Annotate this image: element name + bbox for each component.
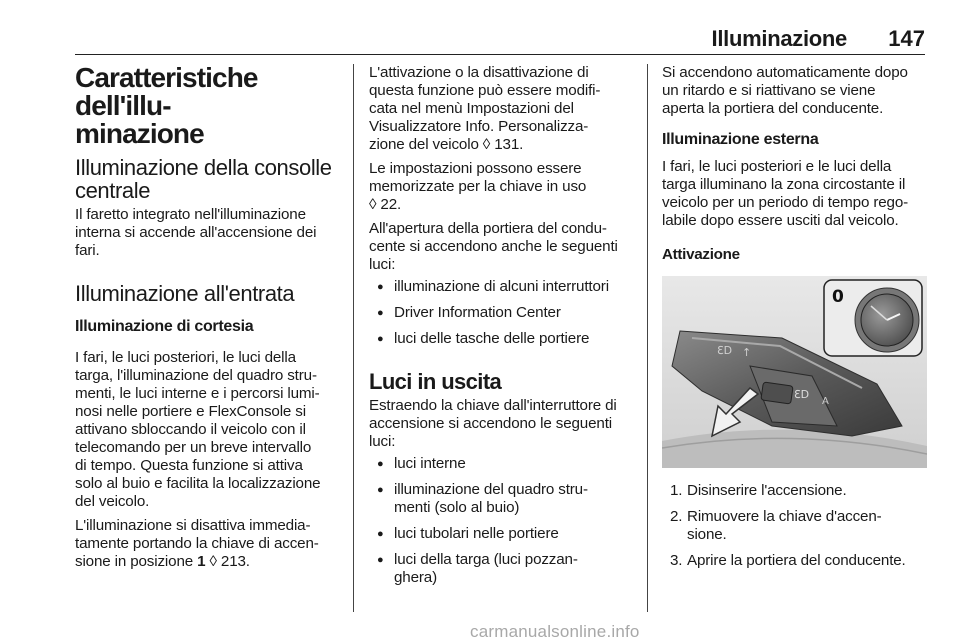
list-item [369,455,634,473]
text-line: labile dopo essere usciti dal veicolo. [662,212,899,229]
page-reference-link[interactable]: zione del veicolo ◊ 131. [369,136,524,153]
step-text: Rimuovere la chiave d'accen- sione. [687,508,882,543]
step-item [662,552,927,570]
svg-text:ℇD: ℇD [717,344,732,357]
settings-text [369,64,634,154]
step-number: 3. [670,552,683,569]
exit-lighting-heading: Luci in uscita [369,369,502,394]
text-line: cata nel menù Impostazioni del [369,100,574,117]
key-position: 1 [197,553,206,570]
deactivation-text [75,517,340,571]
svg-text:↑: ↑ [742,346,752,359]
text-line: L'illuminazione si disattiva immedia- [75,517,311,534]
exterior-lighting-heading: Illuminazione esterna [662,131,819,148]
step-item [662,482,927,500]
exit-lighting-text [369,397,634,451]
console-lighting-heading [75,156,340,202]
memory-text [369,160,634,214]
text-line: Il faretto integrato nell'illuminazione [75,206,306,223]
text-line: All'apertura della portiera del condu- [369,220,607,237]
page-number: 147 [888,26,925,51]
step-text: Aprire la portiera del conducente. [687,552,906,569]
list-item-text: luci tubolari nelle portiere [394,525,559,542]
activation-steps [662,482,927,570]
text-line: memorizzate per la chiave in uso [369,178,587,195]
column-3 [662,64,927,570]
text-line: L'attivazione o la disattivazione di [369,64,589,81]
entry-lighting-heading: Illuminazione all'entrata [75,281,295,306]
text-line: targa illuminano la zona circostante il [662,176,906,193]
list-item-text: illuminazione del quadro stru- menti (solo al buio) [394,481,588,516]
auto-on-text [662,64,927,118]
chapter-heading [75,64,340,148]
column-2 [369,64,634,587]
list-item-text: luci della targa (luci pozzan- ghera) [394,551,578,586]
text-line: luci: [369,256,396,273]
text-line: telecomando per un breve intervallo [75,439,312,456]
text-line: solo al buio e facilita la localizzazione [75,475,321,492]
section-title: Illuminazione [711,26,847,51]
page-reference-link[interactable]: ◊ 22. [369,196,402,213]
step-number: 1. [670,482,683,499]
switch-position-label: 0 [832,287,844,307]
text-line: menti, le luci interne e i percorsi lumi- [75,385,320,402]
text-line: interna si accende all'accensione dei [75,224,317,241]
text-line: luci: [369,433,396,450]
text-line: accensione si accendono le seguenti [369,415,612,432]
chapter-heading-line-2: minazione [75,118,204,149]
page-reference-link[interactable]: ◊ 213. [205,553,250,570]
page-header [75,26,925,56]
text-line: Le impostazioni possono essere [369,160,582,177]
header-divider [75,54,925,55]
text-line: Visualizzatore Info. Personalizza- [369,118,589,135]
text-line: di tempo. Questa funzione si attiva [75,457,303,474]
text-line: sione in posizione [75,553,198,570]
list-item [369,525,634,543]
svg-text:A: A [822,396,829,407]
list-item [369,481,634,517]
text-line: aperta la portiera del conducente. [662,100,884,117]
text-line: nosi nelle portiere e FlexConsole si [75,403,306,420]
door-open-text [369,220,634,274]
console-lighting-heading-line-1: Illuminazione della consolle [75,155,332,180]
step-text: Disinserire l'accensione. [687,482,847,499]
text-line: I fari, le luci posteriori e le luci della [662,158,892,175]
activation-heading: Attivazione [662,246,740,263]
text-line: del veicolo. [75,493,150,510]
text-line: attivano sbloccando il veicolo con il [75,421,306,438]
chapter-heading-line-1: Caratteristiche dell'illu- [75,62,258,121]
text-line: I fari, le luci posteriori, le luci della [75,349,296,366]
door-open-lights-list [369,278,634,348]
list-item: ● illuminazione di alcuni interruttori [369,278,634,296]
text-line: Si accendono automaticamente dopo [662,64,908,81]
text-line: un ritardo e si riattivano se viene [662,82,876,99]
list-item-text: luci interne [394,455,466,472]
svg-text:ℇD: ℇD [794,388,809,401]
exterior-lighting-text [662,158,927,230]
column-divider-1 [353,64,354,612]
column-divider-2 [647,64,648,612]
step-item [662,508,927,544]
console-lighting-text [75,206,340,260]
light-switch-illustration [662,276,927,468]
list-item: ● luci delle tasche delle portiere [369,330,634,348]
list-item [369,551,634,587]
text-line: questa funzione può essere modifi- [369,82,601,99]
exit-lights-list [369,455,634,587]
text-line: veicolo per un periodo di tempo rego- [662,194,909,211]
text-line: cente si accendono anche le seguenti [369,238,618,255]
list-item: ● Driver Information Center [369,304,634,322]
column-1 [75,64,340,571]
text-line: fari. [75,242,100,259]
text-line: tamente portando la chiave di accen- [75,535,319,552]
text-line: targa, l'illuminazione del quadro stru- [75,367,317,384]
light-switch-diagram [662,276,927,468]
courtesy-lighting-heading: Illuminazione di cortesia [75,318,254,335]
step-number: 2. [670,508,683,525]
console-lighting-heading-line-2: centrale [75,178,151,203]
watermark: carmanualsonline.info [470,622,640,641]
text-line: Estraendo la chiave dall'interruttore di [369,397,617,414]
courtesy-lighting-text [75,349,340,511]
